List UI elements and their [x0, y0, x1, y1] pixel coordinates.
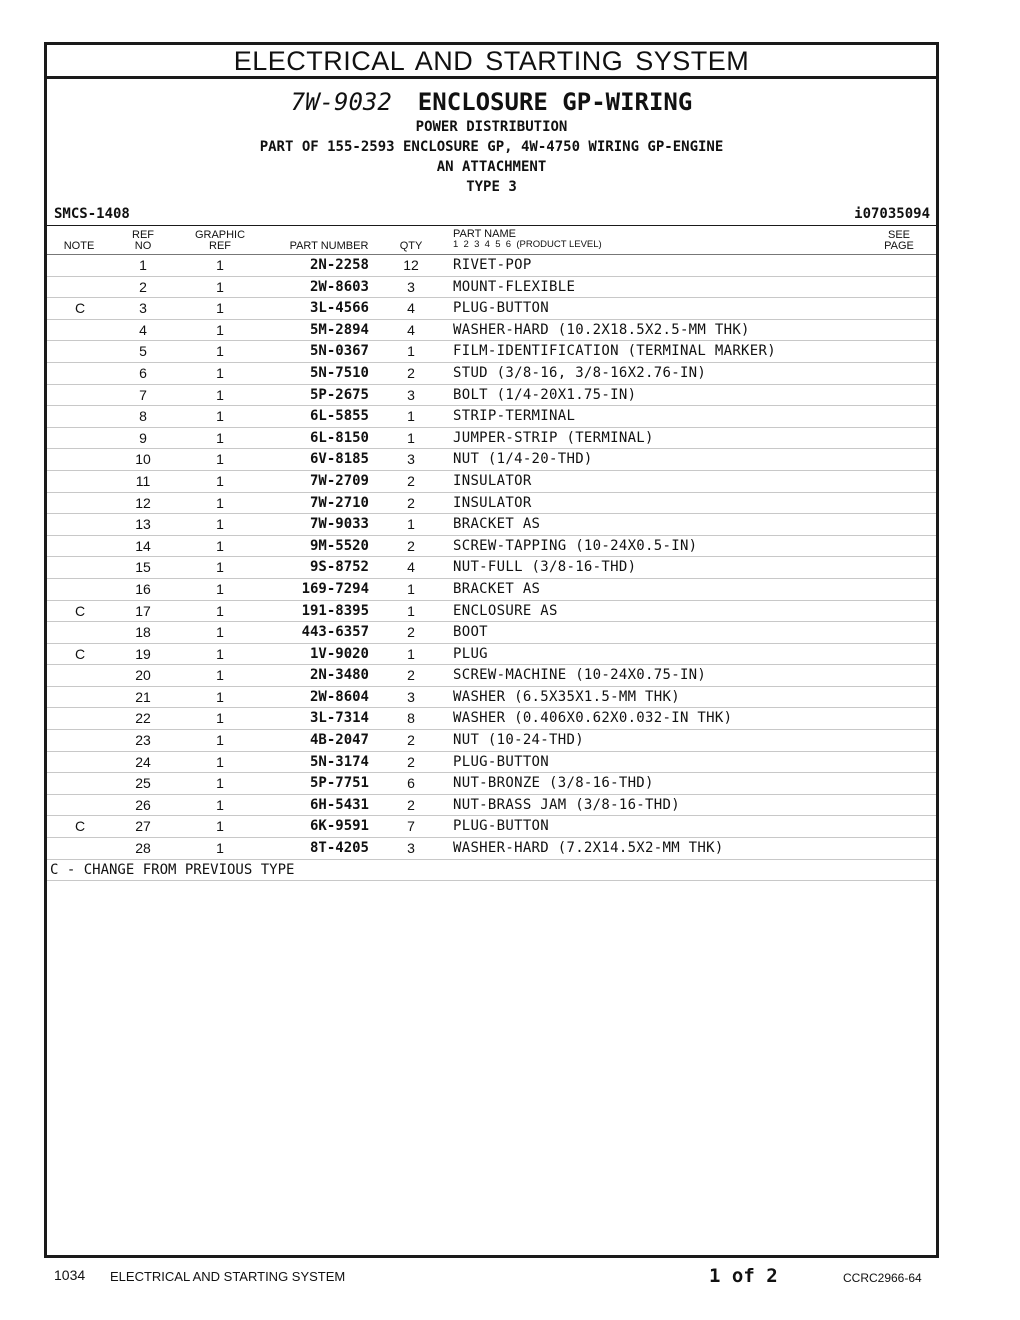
table-row — [47, 406, 936, 428]
part-number-cell: 2W-8603 — [309, 278, 369, 295]
qty-cell: 2 — [407, 667, 415, 684]
ref-no-cell: 5 — [139, 343, 147, 360]
qty-cell: 1 — [407, 580, 415, 597]
graphic-ref-cell: 1 — [216, 278, 224, 295]
ref-no-cell: 21 — [135, 688, 151, 705]
ref-no-cell: 22 — [135, 710, 151, 727]
table-row — [47, 298, 936, 320]
part-number-cell: 7W-2709 — [309, 472, 369, 489]
table-row — [47, 730, 936, 752]
table-row — [47, 428, 936, 450]
page-number: 1034 — [54, 1267, 86, 1283]
part-name-cell: MOUNT-FLEXIBLE — [453, 278, 576, 295]
qty-cell: 7 — [407, 818, 415, 835]
table-row — [47, 687, 936, 709]
part-name-cell: BOLT (1/4-20X1.75-IN) — [453, 386, 637, 403]
smcs-code: SMCS-1408 — [54, 206, 130, 222]
ref-no-cell: 7 — [139, 386, 147, 403]
graphic-ref-cell: 1 — [216, 688, 224, 705]
ref-no-cell: 19 — [135, 645, 151, 662]
part-number-cell: 3L-7314 — [309, 710, 369, 727]
illustration-id: i07035094 — [854, 206, 930, 222]
page-footer — [0, 1262, 1020, 1292]
graphic-ref-cell: 1 — [216, 710, 224, 727]
part-number-cell: 6V-8185 — [309, 451, 369, 468]
page-frame — [44, 42, 939, 1258]
part-name-cell: JUMPER-STRIP (TERMINAL) — [453, 429, 654, 446]
table-row — [47, 644, 936, 666]
qty-cell: 2 — [407, 796, 415, 813]
graphic-ref-cell: 1 — [216, 300, 224, 317]
col-graphic-bottom: REF — [209, 240, 231, 252]
part-name-cell: BRACKET AS — [453, 516, 541, 533]
footer-system: ELECTRICAL AND STARTING SYSTEM — [110, 1269, 346, 1284]
graphic-ref-cell: 1 — [216, 840, 224, 857]
graphic-ref-cell: 1 — [216, 386, 224, 403]
qty-cell: 4 — [407, 559, 415, 576]
table-row — [47, 601, 936, 623]
qty-cell: 2 — [407, 494, 415, 511]
part-number-cell: 191-8395 — [301, 602, 369, 619]
table-row — [47, 449, 936, 471]
graphic-ref-cell: 1 — [216, 472, 224, 489]
table-row — [47, 277, 936, 299]
ref-no-cell: 26 — [135, 796, 151, 813]
part-name-cell: STUD (3/8-16, 3/8-16X2.76-IN) — [453, 364, 707, 381]
qty-cell: 1 — [407, 645, 415, 662]
qty-cell: 1 — [407, 343, 415, 360]
table-row — [47, 363, 936, 385]
qty-cell: 1 — [407, 516, 415, 533]
graphic-ref-cell: 1 — [216, 494, 224, 511]
part-number-cell: 9S-8752 — [309, 559, 369, 576]
qty-cell: 3 — [407, 278, 415, 295]
table-row — [47, 557, 936, 579]
document-code: CCRC2966-64 — [843, 1271, 922, 1285]
part-name-cell: WASHER (0.406X0.62X0.032-IN THK) — [453, 710, 733, 727]
graphic-ref-cell: 1 — [216, 321, 224, 338]
table-row — [47, 622, 936, 644]
qty-cell: 2 — [407, 537, 415, 554]
graphic-ref-cell: 1 — [216, 257, 224, 273]
part-name-cell: WASHER (6.5X35X1.5-MM THK) — [453, 688, 680, 705]
part-number-cell: 5N-0367 — [309, 343, 369, 360]
part-number-cell: 5N-3174 — [309, 753, 369, 770]
note-cell: C — [74, 300, 86, 317]
graphic-ref-cell: 1 — [216, 818, 224, 835]
ref-no-cell: 2 — [139, 278, 147, 295]
ref-no-cell: 3 — [139, 300, 147, 317]
table-row — [47, 514, 936, 536]
subtitle-1: POWER DISTRIBUTION — [415, 119, 568, 135]
smcs-row — [47, 205, 936, 226]
part-name-cell: FILM-IDENTIFICATION (TERMINAL MARKER) — [453, 343, 776, 360]
part-number-cell: 2W-8604 — [309, 688, 369, 705]
col-see-top: SEE — [887, 229, 910, 241]
col-note: NOTE — [63, 240, 95, 252]
graphic-ref-cell: 1 — [216, 645, 224, 662]
graphic-ref-cell: 1 — [216, 559, 224, 576]
part-number-cell: 5P-7751 — [309, 775, 369, 792]
part-name-cell: WASHER-HARD (7.2X14.5X2-MM THK) — [453, 840, 724, 857]
qty-cell: 3 — [407, 386, 415, 403]
table-row — [47, 708, 936, 730]
part-number-cell: 7W-9033 — [309, 516, 369, 533]
part-name-cell: RIVET-POP — [453, 257, 532, 273]
part-number-cell: 3L-4566 — [309, 300, 369, 317]
section-title: ELECTRICAL AND STARTING SYSTEM — [47, 45, 936, 79]
part-number-cell: 169-7294 — [301, 580, 369, 597]
ref-no-cell: 16 — [135, 580, 151, 597]
parts-table — [47, 255, 936, 881]
ref-no-cell: 23 — [135, 732, 151, 749]
part-name-cell: STRIP-TERMINAL — [453, 408, 576, 425]
part-number-cell: 2N-3480 — [309, 667, 369, 684]
ref-no-cell: 18 — [135, 624, 151, 641]
qty-cell: 3 — [407, 451, 415, 468]
qty-cell: 8 — [407, 710, 415, 727]
table-row — [47, 579, 936, 601]
part-number-cell: 6K-9591 — [309, 818, 369, 835]
column-header-row — [47, 227, 936, 255]
part-name-cell: WASHER-HARD (10.2X18.5X2.5-MM THK) — [453, 321, 750, 338]
part-name-cell: PLUG — [453, 645, 488, 662]
table-row — [47, 385, 936, 407]
group-name: ENCLOSURE GP-WIRING — [417, 88, 693, 116]
part-number-cell: 5P-2675 — [309, 386, 369, 403]
ref-no-cell: 28 — [135, 840, 151, 857]
part-name-cell: NUT (10-24-THD) — [453, 732, 584, 749]
col-ref-top: REF — [132, 229, 154, 241]
ref-no-cell: 9 — [139, 429, 147, 446]
qty-cell: 4 — [407, 300, 415, 317]
table-row — [47, 795, 936, 817]
ref-no-cell: 11 — [135, 472, 151, 489]
part-number-cell: 2N-2258 — [309, 257, 369, 273]
part-name-cell: PLUG-BUTTON — [453, 300, 550, 317]
legend-note: C - CHANGE FROM PREVIOUS TYPE — [47, 860, 936, 881]
part-number-cell: 6L-5855 — [309, 408, 369, 425]
qty-cell: 3 — [407, 688, 415, 705]
ref-no-cell: 13 — [135, 516, 151, 533]
group-title — [47, 87, 936, 117]
qty-cell: 2 — [407, 472, 415, 489]
col-part-name: PART NAME — [453, 228, 516, 240]
qty-cell: 2 — [407, 753, 415, 770]
part-name-cell: NUT-BRASS JAM (3/8-16-THD) — [453, 796, 680, 813]
qty-cell: 2 — [407, 364, 415, 381]
part-number-cell: 6H-5431 — [309, 796, 369, 813]
part-name-cell: NUT-FULL (3/8-16-THD) — [453, 559, 637, 576]
graphic-ref-cell: 1 — [216, 429, 224, 446]
part-name-cell: NUT (1/4-20-THD) — [453, 451, 593, 468]
qty-cell: 12 — [403, 257, 419, 273]
table-row — [47, 536, 936, 558]
ref-no-cell: 24 — [135, 753, 151, 770]
subtitle-2: PART OF 155-2593 ENCLOSURE GP, 4W-4750 WIRING GP-ENGINE — [259, 139, 724, 155]
part-number-cell: 9M-5520 — [309, 537, 369, 554]
part-number-cell: 5M-2894 — [309, 321, 369, 338]
graphic-ref-cell: 1 — [216, 775, 224, 792]
ref-no-cell: 20 — [135, 667, 151, 684]
graphic-ref-cell: 1 — [216, 537, 224, 554]
group-number: 7W-9032 — [290, 88, 392, 116]
part-name-cell: PLUG-BUTTON — [453, 818, 550, 835]
table-row — [47, 471, 936, 493]
ref-no-cell: 8 — [139, 408, 147, 425]
part-name-cell: SCREW-MACHINE (10-24X0.75-IN) — [453, 667, 707, 684]
part-number-cell: 443-6357 — [301, 624, 369, 641]
part-name-cell: NUT-BRONZE (3/8-16-THD) — [453, 775, 654, 792]
part-number-cell: 1V-9020 — [309, 645, 369, 662]
ref-no-cell: 17 — [135, 602, 151, 619]
table-row — [47, 838, 936, 860]
ref-no-cell: 6 — [139, 364, 147, 381]
part-number-cell: 6L-8150 — [309, 429, 369, 446]
qty-cell: 1 — [407, 602, 415, 619]
ref-no-cell: 15 — [135, 559, 151, 576]
qty-cell: 2 — [407, 624, 415, 641]
part-name-cell: INSULATOR — [453, 472, 532, 489]
table-row — [47, 665, 936, 687]
graphic-ref-cell: 1 — [216, 753, 224, 770]
part-name-cell: PLUG-BUTTON — [453, 753, 550, 770]
graphic-ref-cell: 1 — [216, 602, 224, 619]
graphic-ref-cell: 1 — [216, 667, 224, 684]
table-row — [47, 752, 936, 774]
table-row — [47, 255, 936, 277]
part-name-cell: SCREW-TAPPING (10-24X0.5-IN) — [453, 537, 698, 554]
qty-cell: 6 — [407, 775, 415, 792]
table-row — [47, 320, 936, 342]
qty-cell: 4 — [407, 321, 415, 338]
part-name-cell: ENCLOSURE AS — [453, 602, 558, 619]
graphic-ref-cell: 1 — [216, 796, 224, 813]
ref-no-cell: 14 — [135, 537, 151, 554]
subtitle-4: TYPE 3 — [466, 179, 517, 195]
note-cell: C — [74, 602, 86, 619]
note-cell: C — [74, 645, 86, 662]
col-qty: QTY — [399, 240, 423, 252]
table-row — [47, 816, 936, 838]
graphic-ref-cell: 1 — [216, 408, 224, 425]
note-cell: C — [74, 818, 86, 835]
part-name-cell: INSULATOR — [453, 494, 532, 511]
sheet-indicator: 1 of 2 — [709, 1265, 778, 1287]
col-see-bottom: PAGE — [884, 240, 914, 252]
table-row — [47, 493, 936, 515]
graphic-ref-cell: 1 — [216, 624, 224, 641]
graphic-ref-cell: 1 — [216, 451, 224, 468]
qty-cell: 1 — [407, 408, 415, 425]
part-name-cell: BOOT — [453, 624, 488, 641]
table-row — [47, 341, 936, 363]
graphic-ref-cell: 1 — [216, 580, 224, 597]
col-product-levels: 1 2 3 4 5 6 (PRODUCT LEVEL) — [453, 239, 602, 250]
table-row — [47, 773, 936, 795]
part-number-cell: 4B-2047 — [309, 732, 369, 749]
ref-no-cell: 27 — [135, 818, 151, 835]
part-number-cell: 8T-4205 — [309, 840, 369, 857]
ref-no-cell: 10 — [135, 451, 151, 468]
qty-cell: 1 — [407, 429, 415, 446]
part-name-cell: BRACKET AS — [453, 580, 541, 597]
part-number-cell: 7W-2710 — [309, 494, 369, 511]
ref-no-cell: 1 — [139, 257, 147, 273]
col-part-number: PART NUMBER — [289, 240, 369, 252]
graphic-ref-cell: 1 — [216, 732, 224, 749]
graphic-ref-cell: 1 — [216, 516, 224, 533]
graphic-ref-cell: 1 — [216, 343, 224, 360]
subtitle-3: AN ATTACHMENT — [436, 159, 547, 175]
ref-no-cell: 4 — [139, 321, 147, 338]
col-ref-bottom: NO — [134, 240, 152, 252]
ref-no-cell: 12 — [135, 494, 151, 511]
graphic-ref-cell: 1 — [216, 364, 224, 381]
col-graphic-top: GRAPHIC — [194, 229, 246, 241]
qty-cell: 2 — [407, 732, 415, 749]
qty-cell: 3 — [407, 840, 415, 857]
ref-no-cell: 25 — [135, 775, 151, 792]
part-number-cell: 5N-7510 — [309, 364, 369, 381]
